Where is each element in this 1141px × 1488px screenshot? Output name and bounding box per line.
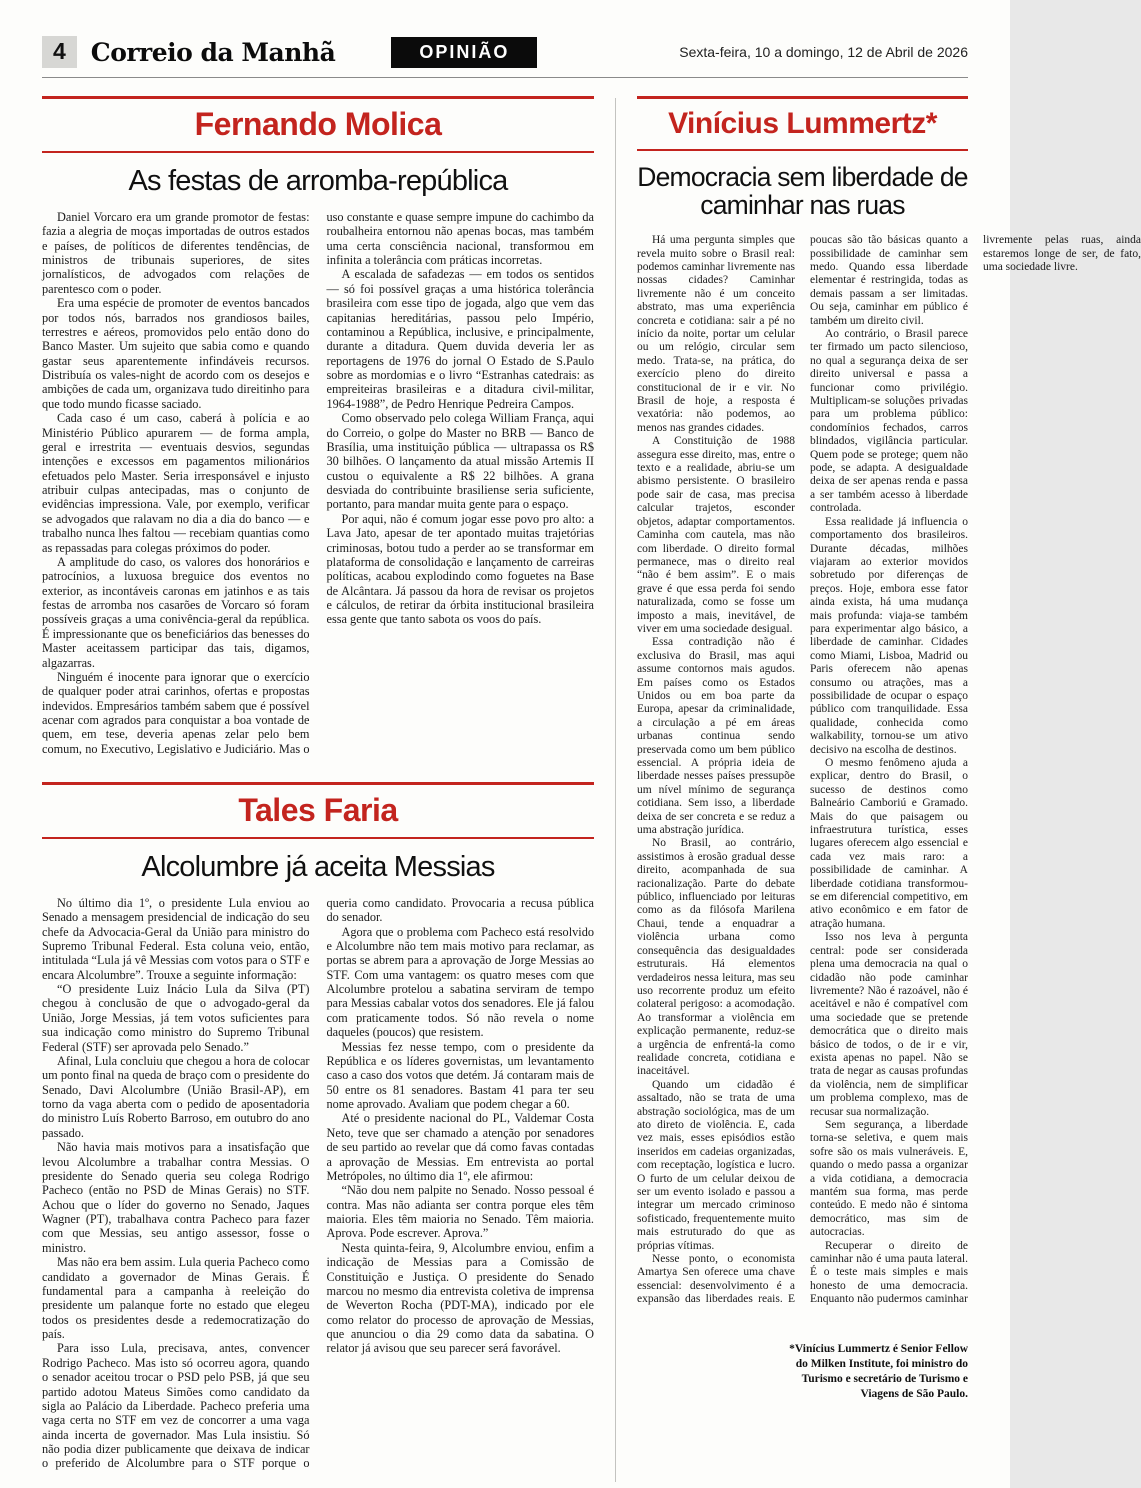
paragraph: “Não dou nem palpite no Senado. Nosso pessoal é contra. Mas não adianta ser contra porque eles têm maioria. Eles têm maioria no Senado. Têm maioria. Aprova. Pode escrever. Aprova.” — [326, 1183, 594, 1241]
headline-lummertz: Democracia sem liberdade de caminhar nas ruas — [637, 162, 968, 221]
paragraph: Cada caso é um caso, caberá à polícia e ao Ministério Público apurarem — de forma ampla, geral e irrestrita — eventuais desvios, segundas intenções e excessos em pagamentos milionários efetuados pelo Master. Seria irresponsável e injusto atribuir culpas antecipadas, mas o conjunto de evidências impressiona. Vale, por exemplo, verificar se advogados que ralavam no dia a dia do banco — e trabalho nunca lhes faltou — recebiam quantias como as repassadas para colegas próximos do poder. — [42, 411, 310, 555]
article-vinicius-lummertz — [637, 96, 1141, 1402]
newspaper-masthead: Correio da Manhã — [90, 37, 336, 67]
paragraph: “O presidente Luiz Inácio Lula da Silva (PT) chegou à conclusão de que o advogado-geral da União, Jorge Messias, já tem votos suficientes para sua indicação como ministro do Supremo Tribunal Federal (STF) ser aprovada pelo Senado.” — [42, 982, 310, 1054]
paragraph: A escalada de safadezas — em todos os sentidos — só foi possível graças a uma histórica tolerância brasileira com esse tipo de jogada, algo que vem das capitanias hereditárias, passou pelo Império, contaminou a República, inclusive, e principalmente, durante a ditadura. Quem duvida deveria ler as reportagens de 1976 do jornal O Estado de S.Paulo sobre as mordomias e o livro “Estranhas catedrais: as empreiteiras brasileiras e a ditadura civil-militar, 1964-1988”, de Pedro Henrique Pedreira Campos. — [326, 267, 594, 411]
paragraph: Afinal, Lula concluiu que chegou a hora de colocar um ponto final na queda de braço com o presidente do Senado, Davi Alcolumbre (União Brasil-AP), em torno da vaga aberta com o pedido de aposentadoria do ministro Luís Roberto Barroso, em outubro do ano passado. — [42, 1053, 310, 1140]
paragraph: Nesse ponto, o economista Amartya Sen oferece uma chave essencial: desenvolvimento é a expansão das liberdades reais. E poucas são tão básicas quanto a possibilidade de caminhar sem medo. Quando essa liberdade elementar é restringida, todas as demais passam a ser limitadas. Ou seja, caminhar em público é também um direito civil. — [637, 234, 968, 1306]
paragraph: Isso nos leva à pergunta central: pode ser considerada plena uma democracia na qual o cidadão não pode caminhar livremente? Não é razoável, não é aceitável e não é compatível com uma sociedade que se pretende democrática que o direito mais básico de todos, o de ir e vir, exista apenas no papel. Não se trata de negar as causas profundas da violência, nem de simplificar um problema complexo, mas de recusar sua normalização. — [810, 931, 968, 1118]
article-body-lummertz — [637, 234, 1141, 1316]
paragraph: Quando um cidadão é assaltado, não se trata de uma abstração sociológica, mas de um ato direto de violência. E, cada vez mais, esses episódios estão inseridos em cadeias organizadas, com receptação, logística e lucro. O furto de um celular deixou de ser um evento isolado e passou a integrar um mercado criminoso sofisticado, frequentemente muito mais estruturado do que as próprias vítimas. — [637, 1078, 795, 1252]
left-column — [42, 96, 594, 1488]
page-content — [42, 96, 1141, 1488]
paragraph: Messias fez nesse tempo, com o presidente da República e os líderes governistas, um levantamento caso a caso dos votos que detém. Já contaram mais de 50 entre os 81 senadores. Bastam 41 para ter seu nome aprovado. Avaliam que podem chegar a 60. — [326, 1039, 594, 1112]
paragraph: Daniel Vorcaro era um grande promotor de festas: fazia a alegria de moças importadas de outros estados e países, de políticos de diferentes tendências, de ministros de tribunais superiores, de sites jornalísticos, de advogados com relações de parentesco com o poder. — [42, 209, 310, 296]
columnist-name-molica: Fernando Molica — [194, 106, 442, 142]
columnist-name-lummertz: Vinícius Lummertz* — [668, 107, 937, 140]
page-header — [42, 36, 968, 78]
article-body-molica — [42, 210, 594, 766]
headline-molica: As festas de arromba-república — [128, 165, 508, 198]
paragraph: Há uma pergunta simples que revela muito sobre o Brasil real: podemos caminhar livremente nas nossas cidades? Caminhar livremente não é um conceito abstrato, mas uma experiência concreta e cotidiana: sair a pé no início da noite, portar um celular ou um relógio, circular sem medo. Trata-se, na prática, do exercício pleno do direito constitucional de ir e vir. No Brasil de hoje, a resposta é vexatória: não podemos, ao menos nas grandes cidades. — [637, 234, 795, 434]
article-tales-faria — [42, 782, 594, 1488]
right-column — [637, 96, 1141, 1488]
paragraph: Como observado pelo colega William França, aqui do Correio, o golpe do Master no BRB — Banco de Brasília, uma instituição pública — ultrapassa os R$ 30 bilhões. O lançamento da atual missão Artemis II custou o equivalente a R$ 22 bilhões. A grana desviada do contribuinte brasiliense seria suficiente, portanto, para mandar muita gente para o espaço. — [326, 411, 594, 512]
paragraph: Até o presidente nacional do PL, Valdemar Costa Neto, teve que ser chamado a atenção por senadores de seu partido ao revelar que dá como favas contadas a aprovação de Messias. Em entrevista ao portal Metrópoles, no último dia 1º, ele afirmou: — [326, 1111, 594, 1183]
paragraph: Por aqui, não é comum jogar esse povo pro alto: a Lava Jato, apesar de ter apontado muitas trajetórias criminosas, botou tudo a perder ao se transformar em plataforma de consolidação e lançamento de carreiras políticas, acabou explodindo como foguetes na Base de Alcântara. Já passou da hora de revisar os projetos e cálculos, de retirar da órbita institucional brasileira essa gente que tanto sabota os voos do país. — [326, 511, 594, 627]
section-label: OPINIÃO — [391, 37, 537, 68]
vertical-divider — [615, 98, 616, 1482]
paragraph: Não havia mais motivos para a insatisfação que levou Alcolumbre a trabalhar contra Messias. O presidente do Senado queria seu colega Rodrigo Pacheco (então no PSD de Minas Gerais) no STF. Achou que o líder do governo no Senado, Jaques Wagner (PT), trabalhava contra Pacheco para fazer com que Messias, seu antigo assessor, fosse o ministro. — [42, 1140, 310, 1255]
headline-faria: Alcolumbre já aceita Messias — [141, 851, 495, 884]
paragraph: A amplitude do caso, os valores dos honorários e patrocínios, a luxuosa breguice dos eventos no exterior, as incontáveis caronas em jatinhos e as tais festas de arromba nos casarões de Vorcaro só foram possíveis graças a uma conivência-geral da república. É impressionante que os beneficiários das benesses do Master aceitassem participar das tais, digamos, algazarras. — [42, 554, 310, 670]
article-body-faria — [42, 896, 594, 1488]
paragraph: No Brasil, ao contrário, assistimos à erosão gradual desse direito, acompanhada de sua racionalização. Parte do debate público, influenciado por leituras como as da filósofa Marilena Chaui, tende a enquadrar a violência urbana como consequência das desigualdades estruturais. Há elementos verdadeiros nessa leitura, mas seu uso recorrente produz um efeito colateral perigoso: a acomodação. Ao transformar a violência em explicação permanente, reduz-se a urgência de enfrentá-la como realidade concreta, cotidiana e inaceitável. — [637, 837, 795, 1078]
paragraph: Ninguém é inocente para ignorar que o exercício de qualquer poder atrai carinhos, ofertas e propostas indevidos. Empresários também sabem que é possível acenar com agrados para conquistar a boa vontade de quem, em tese, deveria apenas zelar pelo bem comum, no Executivo, Legislativo e Judiciário. Mas o uso constante e quase sempre impune do cachimbo da roubalheira entornou não apenas bocas, mas também uma certa consciência nacional, transformou em infinita a tolerância com práticas incorretas. — [42, 209, 594, 756]
paragraph: No último dia 1º, o presidente Lula enviou ao Senado a mensagem presidencial de indicação do seu chefe da Advocacia-Geral da União para ministro do Supremo Tribunal Federal. Esta coluna veio, então, intitulada “Lula já vê Messias com votos para o STF e encara Alcolumbre”. Trouxe a seguinte informação: — [42, 895, 310, 982]
paragraph: Recuperar o direito de caminhar não é uma pauta lateral. É o teste mais simples e mais honesto de uma democracia. Enquanto não pudermos caminhar livremente pelas ruas, ainda estaremos longe de ser, de fato, uma sociedade livre. — [810, 234, 1141, 1306]
paragraph: Para isso Lula, precisava, antes, convencer Rodrigo Pacheco. Mas isto só ocorreu agora, quando o senador aceitou trocar o PSD pelo PSB, já que seu partido adotou Mateus Simões como candidato da sigla ao Palácio da Liberdade. Pacheco preferia uma vaga certa no STF em vez de concorrer a uma vaga ainda incerta de governador. Mas Lula insistiu. Só não podia dizer publicamente que deixava de indicar o preferido de Alcolumbre para o STF porque o queria como candidato. Provocaria a recusa pública do senador. — [42, 895, 594, 1471]
paragraph: Ao contrário, o Brasil parece ter firmado um pacto silencioso, no qual a segurança deixa de ser direito universal e passa a funcionar como privilégio. Multiplicam-se soluções privadas para um problema público: condomínios fechados, carros blindados, vigilância particular. Quem pode se protege; quem não pode, se adapta. A desigualdade deixa de ser apenas renda e passa a ser também acesso à liberdade controlada. — [810, 328, 968, 515]
paragraph: Mas não era bem assim. Lula queria Pacheco como candidato a governador de Minas Gerais. É fundamental para a campanha à reeleição do presidente um palanque forte no estado que elegeu todos os presidentes desde a redemocratização do país. — [42, 1255, 310, 1342]
columnist-name-faria: Tales Faria — [238, 791, 398, 828]
paragraph: Era uma espécie de promoter de eventos bancados por todos nós, barrados nos grandiosos bailes, terrestres e aéreos, promovidos pelo então dono do Banco Master. Um sujeito que sabia como e quando gastar seus aparentemente infindáveis recursos. Distribuía os vales-night de acordo com os desejos e ambições de cada um, organizava tudo direitinho para que todo mundo ficasse saciado. — [42, 296, 310, 411]
edition-date: Sexta-feira, 10 a domingo, 12 de Abril de 2026 — [679, 44, 968, 60]
paragraph: Sem segurança, a liberdade torna-se seletiva, e quem mais sofre são os mais vulneráveis. E, quando o medo passa a organizar a vida cotidiana, a democracia mantém sua forma, mas perde conteúdo. E medo não é sintoma democrático, mas sim de autocracias. — [810, 1118, 968, 1239]
page-number: 4 — [42, 36, 77, 68]
paragraph: Nesta quinta-feira, 9, Alcolumbre enviou, enfim a indicação de Messias para a Comissão de Constituição e Justiça. O presidente do Senado marcou no mesmo dia entrevista coletiva de imprensa de Weverton Rocha (PDT-MA), indicado por ele como relator do processo de aprovação de Messias, que anunciou o dia 29 como data da sabatina. O relator já avisou que seu parecer será favorável. — [326, 1240, 594, 1356]
paragraph: Essa realidade já influencia o comportamento dos brasileiros. Durante décadas, milhões viajaram ao exterior movidos sobretudo por diferenças de preços. Hoje, embora esse fator ainda exista, há uma mudança mais profunda: viaja-se também para experimentar algo básico, a liberdade de caminhar. Cidades como Miami, Lisboa, Madrid ou Paris oferecem não apenas consumo ou atrações, mas a possibilidade de ocupar o espaço público com tranquilidade. Essa qualidade, conhecida como walkability, tornou-se um ativo decisivo na escolha de destinos. — [810, 515, 968, 756]
paragraph: O mesmo fenômeno ajuda a explicar, dentro do Brasil, o sucesso de destinos como Balneário Camboriú e Gramado. Mais do que paisagem ou infraestrutura turística, esses lugares oferecem algo essencial e cada vez mais raro: a possibilidade de caminhar. A liberdade cotidiana transformou-se em diferencial competitivo, em ativo econômico e em fator de atração humana. — [810, 757, 968, 930]
author-bio: *Vinícius Lummertz é Senior Fellow do Milken Institute, foi ministro do Turismo e secretário de Turismo e Viagens de São Paulo. — [789, 1343, 968, 1400]
paragraph: A Constituição de 1988 assegura esse direito, mas, entre o texto e a realidade, abriu-se um abismo persistente. O brasileiro pode sair de casa, mas precisa calcular trajetos, esconder objetos, adaptar comportamentos. Caminha com cautela, mas não com liberdade. O direito formal permanece, mas o direito real “não é bem assim”. E o mais grave é que essa perda foi sendo naturalizada, como se fosse um imposto a mais, inevitável, de viver em uma sociedade desigual. — [637, 435, 795, 635]
article-fernando-molica — [42, 96, 594, 766]
paragraph: Agora que o problema com Pacheco está resolvido e Alcolumbre não tem mais motivo para reclamar, as portas se abrem para a aprovação de Jorge Messias ao STF. Com uma vantagem: os quatro meses com que Alcolumbre protelou a sabatina serviram de tempo para Messias cabalar votos dos senadores. Ele já falou com praticamente todos. Só não revela o nome daqueles (poucos) que resistem. — [326, 924, 594, 1040]
paragraph: Essa contradição não é exclusiva do Brasil, mas aqui assume contornos mais agudos. Em países como os Estados Unidos ou em boa parte da Europa, apesar da criminalidade, a circulação a pé em áreas urbanas continua sendo preservada como um bem público essencial. A própria ideia de liberdade nesses países pressupõe um nível mínimo de segurança cotidiana. Sem isso, a liberdade deixa de ser concreta e se reduz a uma abstração jurídica. — [637, 636, 795, 837]
